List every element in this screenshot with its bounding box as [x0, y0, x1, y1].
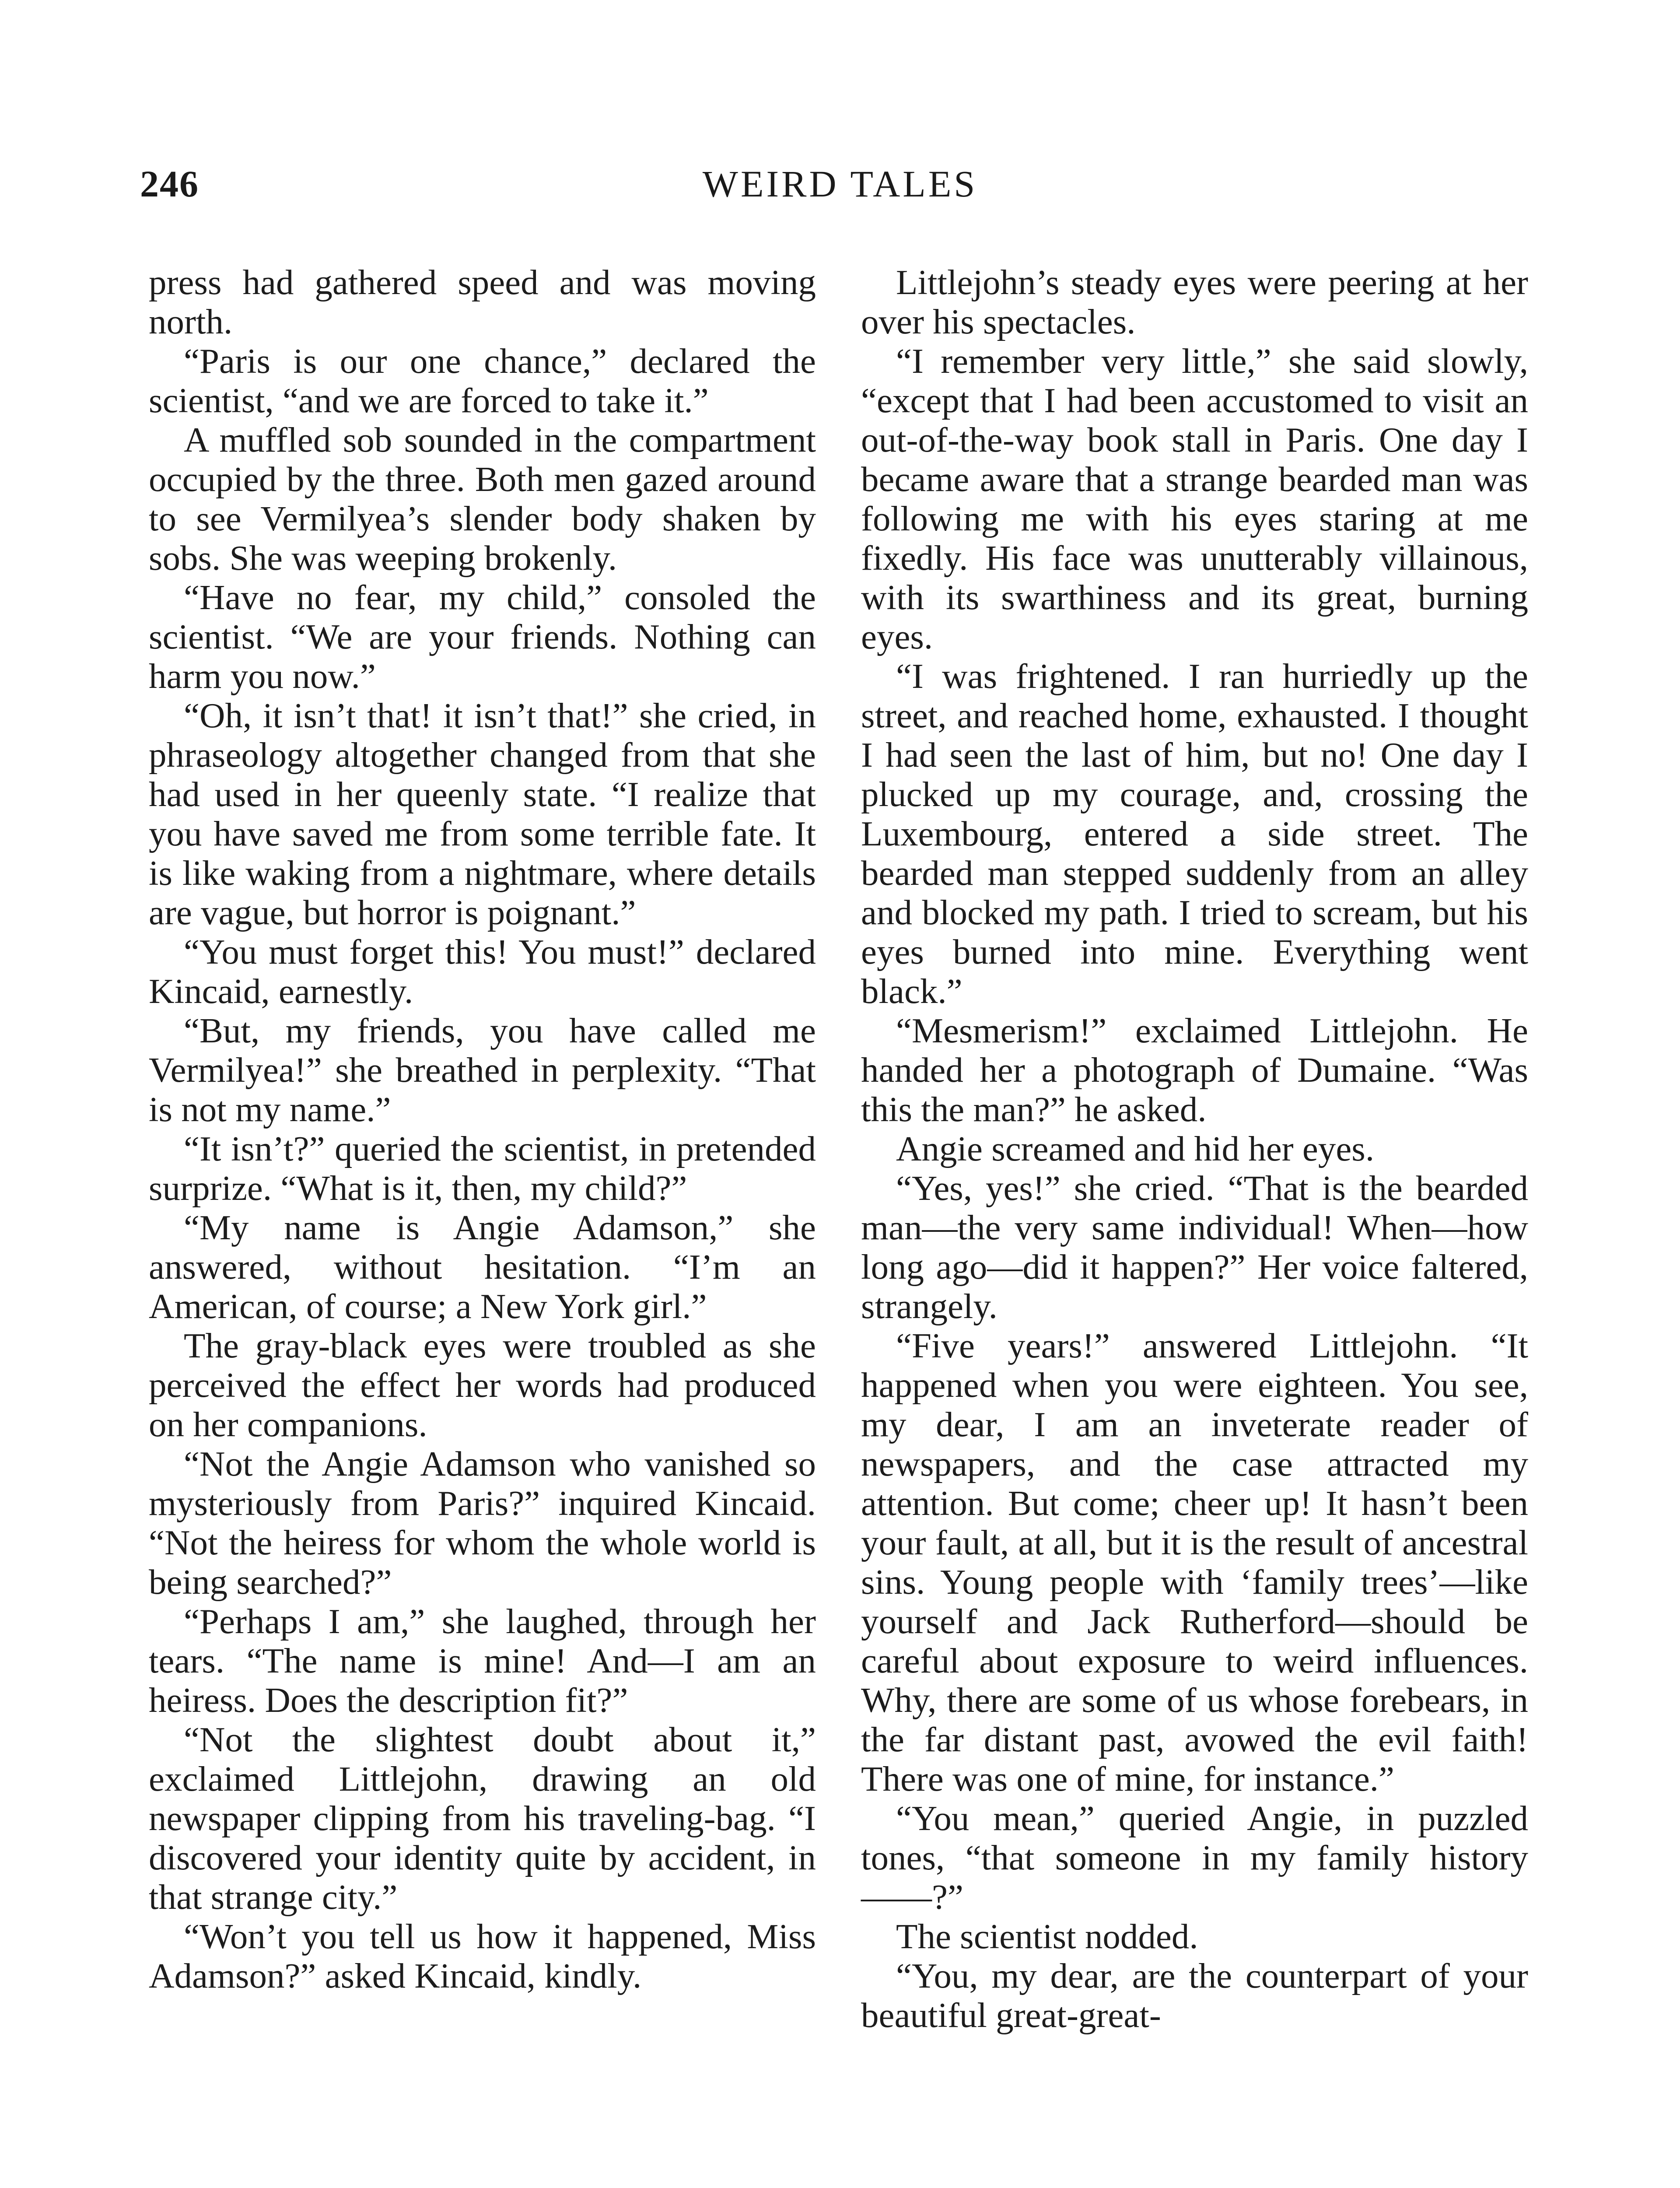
paragraph: Angie screamed and hid her eyes. — [896, 1129, 1375, 1168]
paragraph: “My name is Angie Adamson,” she answered, without hesitation. “I’m an American, of course; a New York girl.” — [149, 1208, 816, 1326]
paragraph: “Not the slightest doubt about it,” exclaimed Littlejohn, drawing an old newspaper clipping from his traveling-bag. “I discovered your identity quite by accident, in that strange city.” — [149, 1720, 816, 1917]
paragraph: “Won’t you tell us how it happened, Miss Adamson?” asked Kincaid, kindly. — [149, 1917, 816, 1995]
paragraph: “You, my dear, are the counterpart of your beautiful great-great- — [861, 1956, 1528, 2035]
paragraph: The scientist nodded. — [896, 1917, 1198, 1956]
paragraph: “Oh, it isn’t that! it isn’t that!” she cried, in phraseology altogether changed from that she had used in her queenly state. “I realize that you have saved me from some terrible fate. It is like waking from a nightmare, where details are vague, but horror is poignant.” — [149, 696, 816, 932]
left-column — [149, 263, 816, 1995]
paragraph: “Mesmerism!” exclaimed Littlejohn. He handed her a photograph of Dumaine. “Was this the man?” he asked. — [861, 1011, 1528, 1129]
paragraph: “I remember very little,” she said slowly, “except that I had been accustomed to visit an out-of-the-way book stall in Paris. One day I became aware that a strange bearded man was following me with his eyes staring at me fixedly. His face was unutterably villainous, with its swarthiness and its great, burning eyes. — [861, 341, 1528, 656]
paragraph: Littlejohn’s steady eyes were peering at her over his spectacles. — [861, 263, 1528, 341]
paragraph: “Yes, yes!” she cried. “That is the bearded man—the very same individual! When—how long ago—did it happen?” Her voice faltered, strangely. — [861, 1168, 1528, 1326]
page-number: 246 — [140, 163, 199, 205]
paragraph: “Have no fear, my child,” consoled the scientist. “We are your friends. Nothing can harm you now.” — [149, 578, 816, 696]
paragraph: “You must forget this! You must!” declared Kincaid, earnestly. — [149, 932, 816, 1011]
paragraph: “You mean,” queried Angie, in puzzled tones, “that someone in my family history——?” — [861, 1799, 1528, 1917]
paragraph: A muffled sob sounded in the compartment occupied by the three. Both men gazed around to see Vermilyea’s slender body shaken by sobs. She was weeping brokenly. — [149, 420, 816, 578]
paragraph: “I was frightened. I ran hurriedly up the street, and reached home, exhausted. I thought I had seen the last of him, but no! One day I plucked up my courage, and, crossing the Luxembourg, entered a side street. The bearded man stepped suddenly from an alley and blocked my path. I tried to scream, but his eyes burned into mine. Everything went black.” — [861, 656, 1528, 1011]
paragraph: “Perhaps I am,” she laughed, through her tears. “The name is mine! And—I am an heiress. Does the description fit?” — [149, 1602, 816, 1720]
paragraph: “Not the Angie Adamson who vanished so mysteriously from Paris?” inquired Kincaid. “Not the heiress for whom the whole world is being searched?” — [149, 1444, 816, 1602]
running-head: WEIRD TALES — [702, 163, 978, 205]
paragraph: The gray-black eyes were troubled as she perceived the effect her words had produced on her companions. — [149, 1326, 816, 1444]
paragraph: “Five years!” answered Littlejohn. “It happened when you were eighteen. You see, my dear, I am an inveterate reader of newspapers, and the case attracted my attention. But come; cheer up! It hasn’t been your fault, at all, but it is the result of ancestral sins. Young people with ‘family trees’—like yourself and Jack Rutherford—should be careful about exposure to weird influences. Why, there are some of us whose forebears, in the far distant past, avowed the evil faith! There was one of mine, for instance.” — [861, 1326, 1528, 1799]
page-header — [140, 162, 1540, 210]
paragraph: “But, my friends, you have called me Vermilyea!” she breathed in perplexity. “That is not my name.” — [149, 1011, 816, 1129]
right-column — [861, 263, 1528, 2035]
paragraph: press had gathered speed and was moving north. — [149, 263, 816, 341]
paragraph: “Paris is our one chance,” declared the scientist, “and we are forced to take it.” — [149, 341, 816, 420]
paragraph: “It isn’t?” queried the scientist, in pretended surprize. “What is it, then, my child?” — [149, 1129, 816, 1208]
